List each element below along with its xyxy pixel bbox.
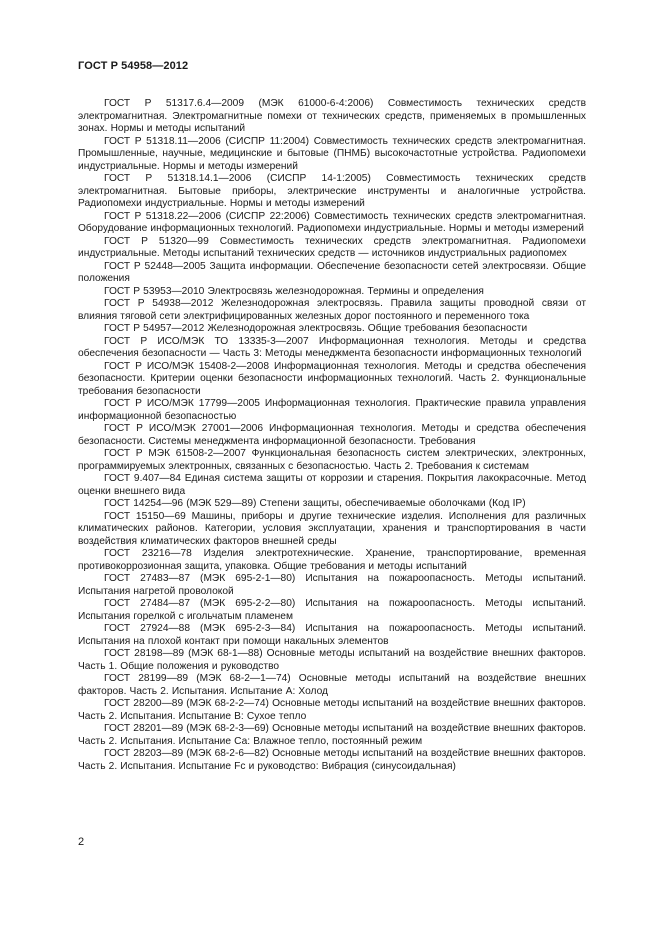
- reference-entry: ГОСТ 28198—89 (МЭК 68-1—88) Основные методы испытаний на воздействие внешних факторов. Часть 1. Общие положения и руководство: [78, 648, 586, 672]
- reference-entry: ГОСТ 27484—87 (МЭК 695-2-2—80) Испытания на пожароопасность. Методы испытаний. Испытания горелкой с игольчатым пламенем: [78, 598, 586, 622]
- reference-entry: ГОСТ Р 52448—2005 Защита информации. Обеспечение безопасности сетей электросвязи. Общие положения: [78, 260, 586, 284]
- reference-entry: ГОСТ Р ИСО/МЭК 27001—2006 Информационная технология. Методы и средства обеспечения безопасности. Системы менеджмента информационной безопасности. Требования: [78, 423, 586, 447]
- reference-entry: ГОСТ Р 54938—2012 Железнодорожная электросвязь. Правила защиты проводной связи от влияния тяговой сети электрифицированных железных дорог постоянного и переменного тока: [78, 298, 586, 322]
- reference-entry: ГОСТ Р 53953—2010 Электросвязь железнодорожная. Термины и определения: [104, 285, 484, 297]
- reference-entry: ГОСТ Р 51317.6.4—2009 (МЭК 61000-6-4:2006) Совместимость технических средств электромагнитная. Электромагнитные помехи от технических средств, применяемых в промышленных зонах. Нормы и методы испытаний: [78, 98, 586, 134]
- reference-entry: ГОСТ Р ИСО/МЭК 17799—2005 Информационная технология. Практические правила управления информационной безопасностью: [78, 398, 586, 422]
- reference-entry: ГОСТ Р 51318.14.1—2006 (СИСПР 14-1:2005) Совместимость технических средств электромагнитная. Бытовые приборы, электрические инструменты и аналогичные устройства. Радиопомехи индустриальные. Нормы и методы измерений: [78, 173, 586, 209]
- reference-entry: ГОСТ 15150—69 Машины, приборы и другие технические изделия. Исполнения для различных климатических районов. Категории, условия эксплуатации, хранения и транспортирования в части воздействия климатических факторов внешней среды: [78, 510, 586, 547]
- reference-entry: ГОСТ Р 51318.11—2006 (СИСПР 11:2004) Совместимость технических средств электромагнитная. Промышленные, научные, медицинские и бытовые (ПНМБ) высокочастотные устройства. Радиопомехи индустриальные. Нормы и методы измерений: [78, 135, 586, 172]
- reference-entry: ГОСТ 14254—96 (МЭК 529—89) Степени защиты, обеспечиваемые оболочками (Код IP): [104, 498, 526, 509]
- reference-entry: ГОСТ 27924—88 (МЭК 695-2-3—84) Испытания на пожароопасность. Методы испытаний. Испытания на плохой контакт при помощи накальных элементов: [78, 623, 586, 647]
- reference-entry: ГОСТ Р 51318.22—2006 (СИСПР 22:2006) Совместимость технических средств электромагнитная. Оборудование информационных технологий. Радиопомехи индустриальные. Нормы и методы измерений: [78, 210, 586, 234]
- normative-references-list: [78, 98, 586, 773]
- page-number: 2: [78, 836, 85, 848]
- reference-entry: ГОСТ 28203—89 (МЭК 68-2-6—82) Основные методы испытаний на воздействие внешних факторов. Часть 2. Испытания. Испытание Fc и руководство: Вибрация (синусоидальная): [78, 748, 586, 772]
- reference-entry: ГОСТ 9.407—84 Единая система защиты от коррозии и старения. Покрытия лакокрасочные. Метод оценки внешнего вида: [78, 473, 586, 497]
- reference-entry: ГОСТ Р МЭК 61508-2—2007 Функциональная безопасность систем электрических, электронных, программируемых электронных, связанных с безопасностью. Часть 2. Требования к системам: [78, 448, 586, 472]
- reference-entry: ГОСТ 28200—89 (МЭК 68-2-2—74) Основные методы испытаний на воздействие внешних факторов. Часть 2. Испытания. Испытание В: Сухое тепло: [78, 698, 586, 722]
- reference-entry: ГОСТ 23216—78 Изделия электротехнические. Хранение, транспортирование, временная противокоррозионная защита, упаковка. Общие требования и методы испытаний: [78, 548, 586, 572]
- reference-entry: ГОСТ Р 51320—99 Совместимость технических средств электромагнитная. Радиопомехи индустриальные. Методы испытаний технических средств — источников индустриальных радиопомех: [78, 235, 586, 259]
- reference-entry: ГОСТ 28201—89 (МЭК 68-2-3—69) Основные методы испытаний на воздействие внешних факторов. Часть 2. Испытания. Испытание Са: Влажное тепло, постоянный режим: [78, 723, 586, 747]
- reference-entry: ГОСТ Р ИСО/МЭК ТО 13335-3—2007 Информационная технология. Методы и средства обеспечения безопасности — Часть 3: Методы менеджмента безопасности информационных технологий: [78, 335, 586, 359]
- reference-entry: ГОСТ 27483—87 (МЭК 695-2-1—80) Испытания на пожароопасность. Методы испытаний. Испытания нагретой проволокой: [78, 573, 586, 597]
- document-header: ГОСТ Р 54958—2012: [78, 60, 189, 72]
- reference-entry: ГОСТ 28199—89 (МЭК 68-2—1—74) Основные методы испытаний на воздействие внешних факторов. Часть 2. Испытания. Испытание А: Холод: [78, 673, 586, 697]
- reference-entry: ГОСТ Р ИСО/МЭК 15408-2—2008 Информационная технология. Методы и средства обеспечения безопасности. Критерии оценки безопасности информационных технологий. Часть 2. Функциональные требования безопасности: [78, 360, 586, 397]
- reference-entry: ГОСТ Р 54957—2012 Железнодорожная электросвязь. Общие требования безопасности: [104, 323, 528, 334]
